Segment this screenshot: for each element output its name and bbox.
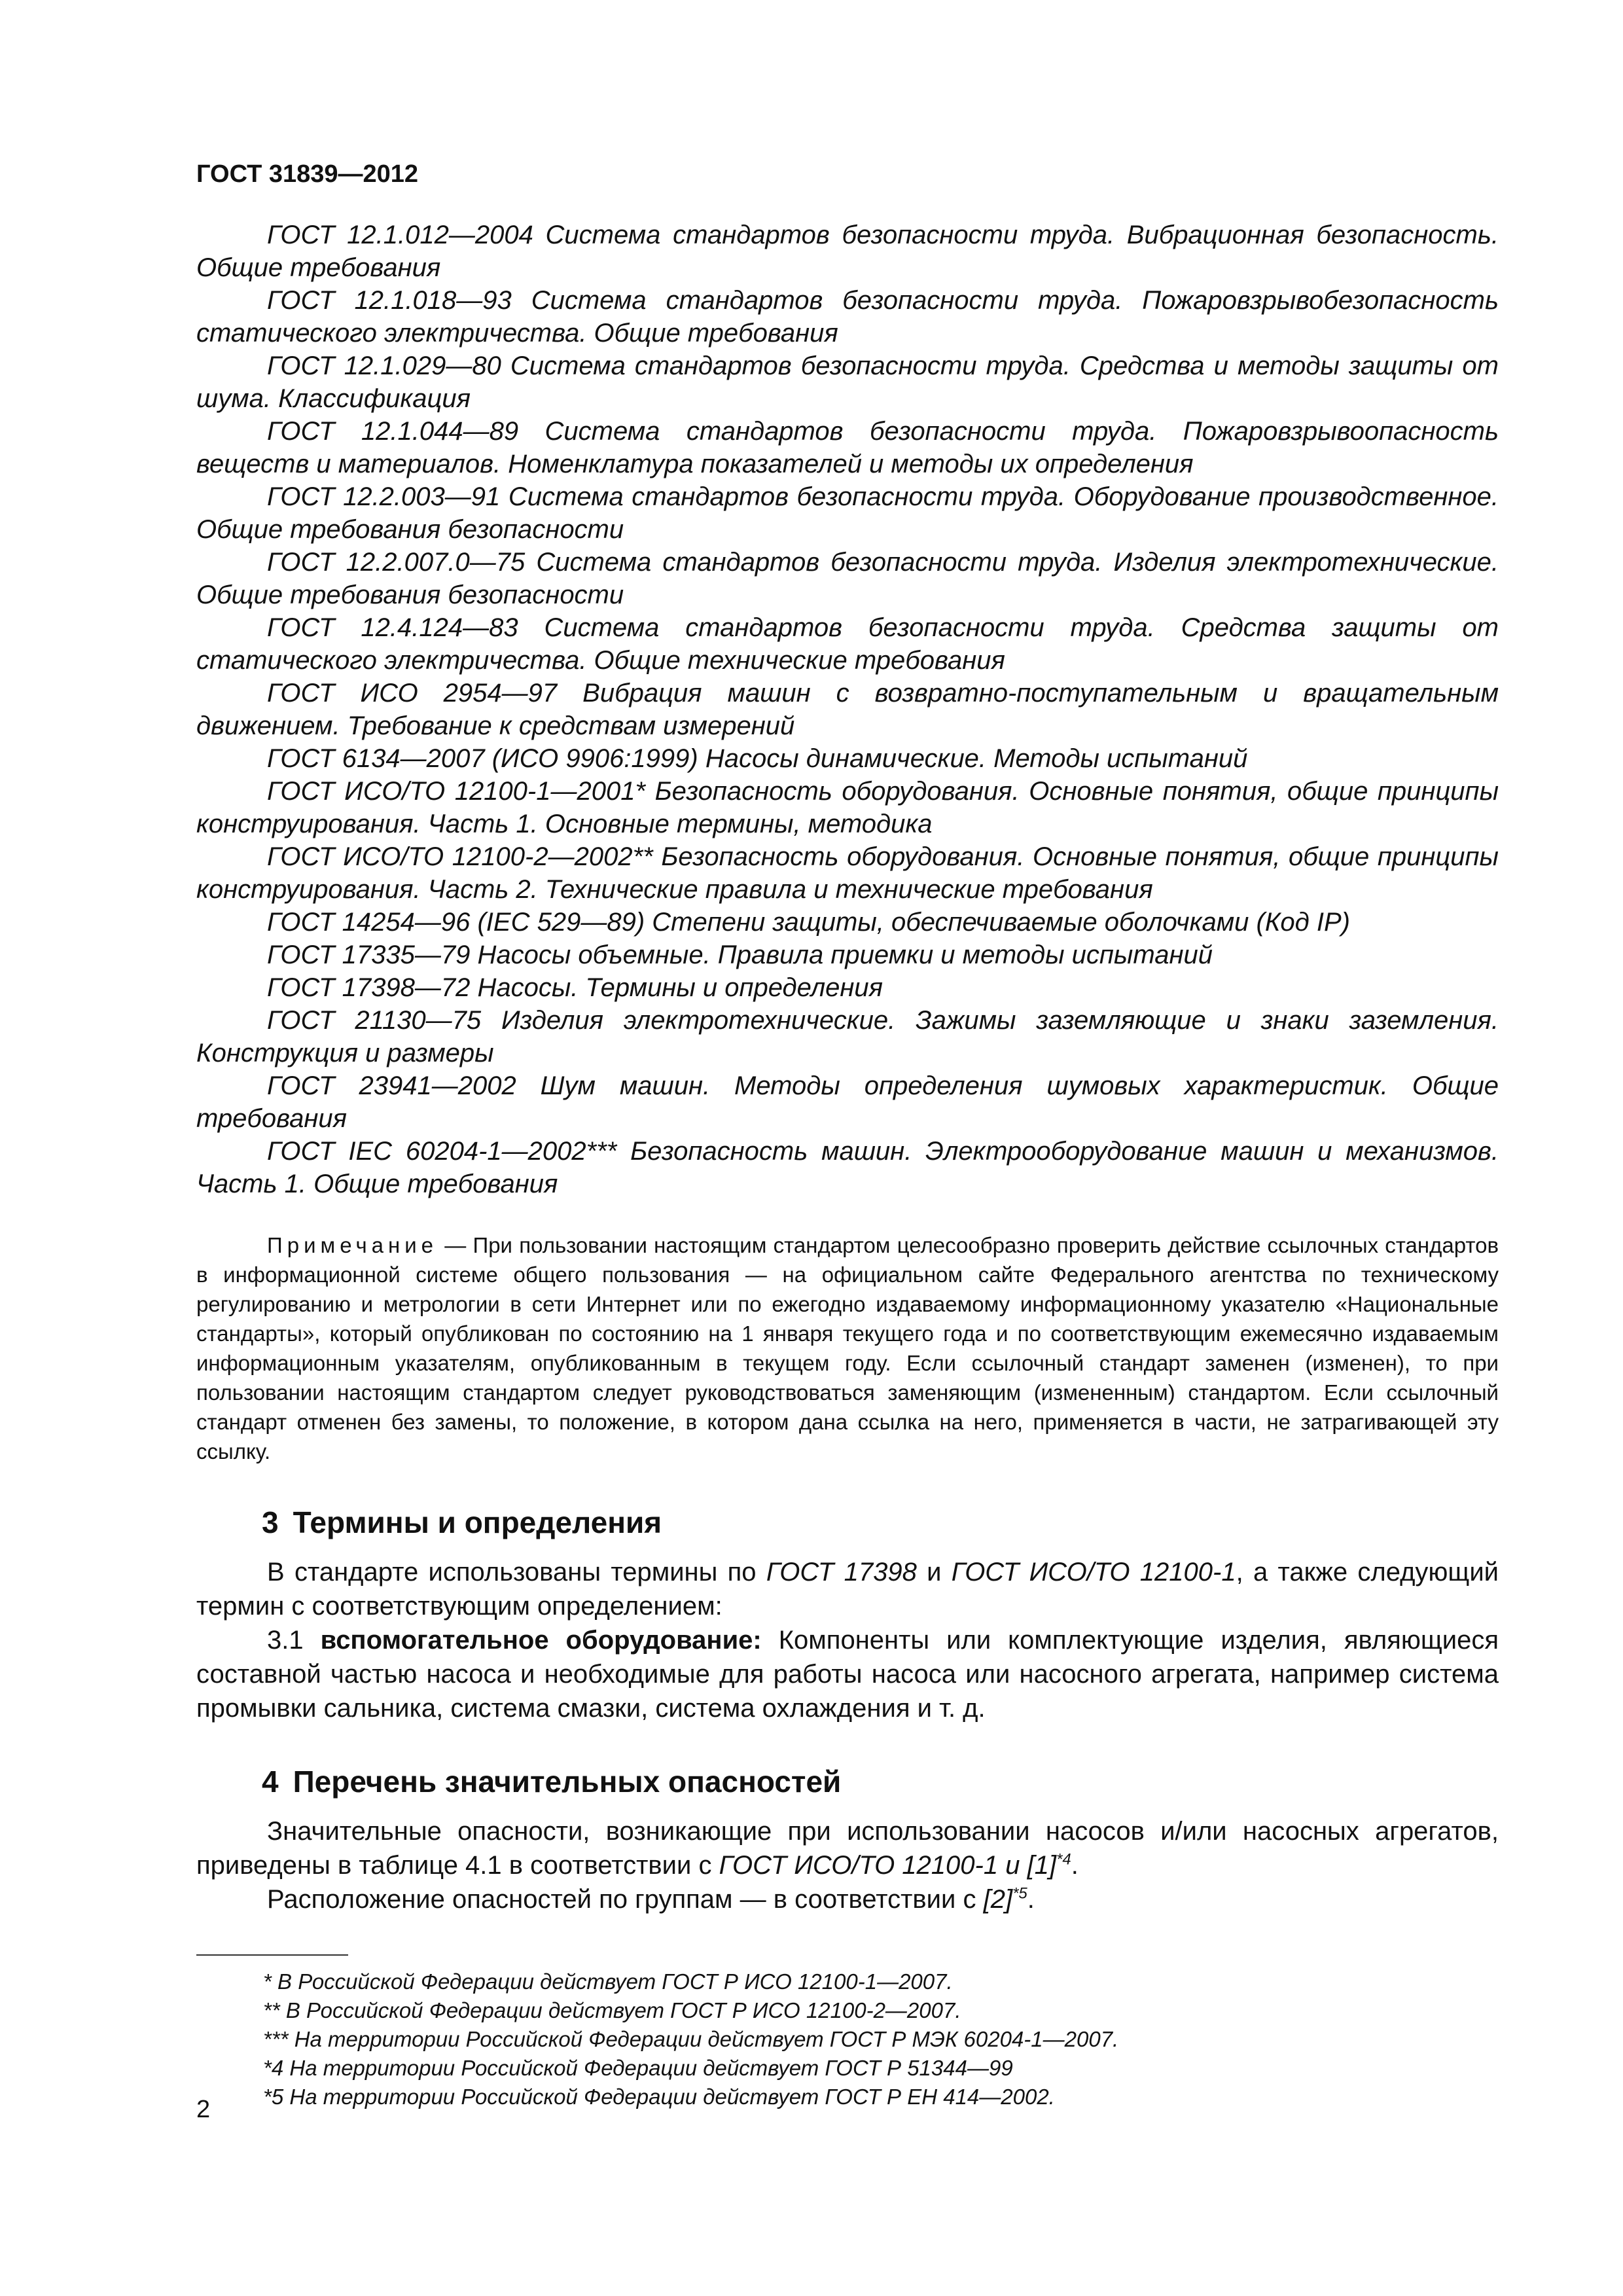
body-text: . [1027, 1885, 1035, 1914]
reference-item: ГОСТ 21130—75 Изделия электротехнические. Зажимы заземляющие и знаки заземления. Конструкция и размеры [196, 1006, 1499, 1067]
reference-item: ГОСТ 17335—79 Насосы объемные. Правила приемки и методы испытаний [267, 941, 1213, 969]
reference-item: ГОСТ ИСО/ТО 12100-2—2002** Безопасность оборудования. Основные понятия, общие принципы конструирования. Часть 2. Технические правила и технические требования [196, 842, 1499, 904]
note-text: — При пользовании настоящим стандартом целесообразно проверить действие ссылочных стандартов в информационной системе общего пользования — на официальном сайте Федерального агентства по техническому регулированию и метрологии в сети Интернет или по ежегодно издаваемому информационному указателю «Национальные стандарты», который опубликован по состоянию на 1 января текущего года и по соответствующим ежемесячно издаваемым информационным указателям, опубликованным в текущем году. Если ссылочный стандарт заменен (изменен), то при пользовании настоящим стандартом следует руководствоваться заменяющим (измененным) стандартом. Если ссылочный стандарт отменен без замены, то положение, в котором дана ссылка на него, применяется в части, не затрагивающей эту ссылку. [196, 1233, 1499, 1463]
reference-item: ГОСТ 6134—2007 (ИСО 9906:1999) Насосы динамические. Методы испытаний [267, 744, 1248, 773]
section-title-text: Термины и определения [293, 1505, 662, 1539]
footnote-separator [196, 1954, 348, 1956]
reference-item: ГОСТ ИСО 2954—97 Вибрация машин с возвратно-поступательным и вращательным движением. Требование к средствам измерений [196, 679, 1499, 740]
section-title-text: Перечень значительных опасностей [293, 1765, 842, 1799]
footnote: * В Российской Федерации действует ГОСТ Р ИСО 12100-1—2007. [263, 1969, 953, 1994]
section-4-paragraph [196, 1814, 1499, 1882]
body-text: . [1071, 1851, 1079, 1880]
body-text: Значительные опасности, возникающие при использовании насосов и/или насосных агрегатов, приведены в таблице 4.1 в соответствии с [196, 1817, 1499, 1880]
reference-item: ГОСТ ИСО/ТО 12100-1—2001* Безопасность оборудования. Основные понятия, общие принципы конструирования. Часть 1. Основные термины, методика [196, 777, 1499, 838]
term-definition [196, 1623, 1499, 1725]
document-page [196, 157, 1499, 2111]
reference-item: ГОСТ 17398—72 Насосы. Термины и определения [267, 973, 883, 1002]
footnote: ** В Российской Федерации действует ГОСТ Р ИСО 12100-2—2007. [263, 1998, 961, 2022]
term-name: вспомогательное оборудование: [320, 1626, 762, 1655]
document-header: ГОСТ 31839—2012 [196, 160, 419, 188]
footnote: *4 На территории Российской Федерации действует ГОСТ Р 51344—99 [263, 2056, 1013, 2080]
note-label: Примечание [267, 1233, 438, 1257]
section-number: 3 [262, 1505, 279, 1539]
reference-list [196, 219, 1499, 1200]
reference-item: ГОСТ 12.1.044—89 Система стандартов безопасности труда. Пожаровзрывоопасность веществ и материалов. Номенклатура показателей и методы их определения [196, 417, 1499, 478]
standard-reference: ГОСТ ИСО/ТО 12100-1 [951, 1558, 1236, 1587]
standard-reference: [2] [983, 1885, 1013, 1914]
body-text: Расположение опасностей по группам — в соответствии с [267, 1885, 984, 1914]
reference-item: ГОСТ 12.2.003—91 Система стандартов безопасности труда. Оборудование производственное. Общие требования безопасности [196, 482, 1499, 544]
reference-item: ГОСТ 12.1.018—93 Система стандартов безопасности труда. Пожаровзрывобезопасность статического электричества. Общие требования [196, 286, 1499, 348]
standard-reference: ГОСТ ИСО/ТО 12100-1 и [1] [719, 1851, 1057, 1880]
reference-item: ГОСТ 12.2.007.0—75 Система стандартов безопасности труда. Изделия электротехнические. Общие требования безопасности [196, 548, 1499, 609]
footnote-marker: *5 [1012, 1884, 1027, 1903]
footnote-marker: *4 [1056, 1850, 1071, 1869]
term-number: 3.1 [267, 1626, 304, 1655]
section-4-heading [196, 1762, 1499, 1801]
section-3-heading [196, 1503, 1499, 1542]
body-text: и [916, 1558, 952, 1587]
reference-item: ГОСТ IEC 60204-1—2002*** Безопасность машин. Электрооборудование машин и механизмов. Часть 1. Общие требования [196, 1137, 1499, 1198]
body-text: В стандарте использованы термины по [267, 1558, 766, 1587]
reference-item: ГОСТ 12.4.124—83 Система стандартов безопасности труда. Средства защиты от статического электричества. Общие технические требования [196, 613, 1499, 675]
body-text: , а также следующий термин с соответствующим определением: [196, 1558, 1499, 1621]
reference-item: ГОСТ 12.1.029—80 Система стандартов безопасности труда. Средства и методы защиты от шума. Классификация [196, 351, 1499, 413]
footnote: *** На территории Российской Федерации действует ГОСТ Р МЭК 60204-1—2007. [263, 2027, 1119, 2051]
reference-item: ГОСТ 12.1.012—2004 Система стандартов безопасности труда. Вибрационная безопасность. Общие требования [196, 221, 1499, 282]
term-definition-text: Компоненты или комплектующие изделия, являющиеся составной частью насоса и необходимые для работы насоса или насосного агрегата, например система промывки сальника, система смазки, система охлаждения и т. д. [196, 1626, 1499, 1723]
section-3-intro [196, 1555, 1499, 1623]
standard-reference: ГОСТ 17398 [766, 1558, 917, 1587]
note-paragraph [196, 1230, 1499, 1466]
reference-item: ГОСТ 23941—2002 Шум машин. Методы определения шумовых характеристик. Общие требования [196, 1071, 1499, 1133]
page-number: 2 [196, 2096, 211, 2123]
section-number: 4 [262, 1765, 279, 1799]
footnote: *5 На территории Российской Федерации действует ГОСТ Р ЕН 414—2002. [263, 2085, 1055, 2109]
section-4-paragraph [196, 1882, 1499, 1916]
reference-item: ГОСТ 14254—96 (IEC 529—89) Степени защиты, обеспечиваемые оболочками (Код IP) [267, 908, 1350, 937]
